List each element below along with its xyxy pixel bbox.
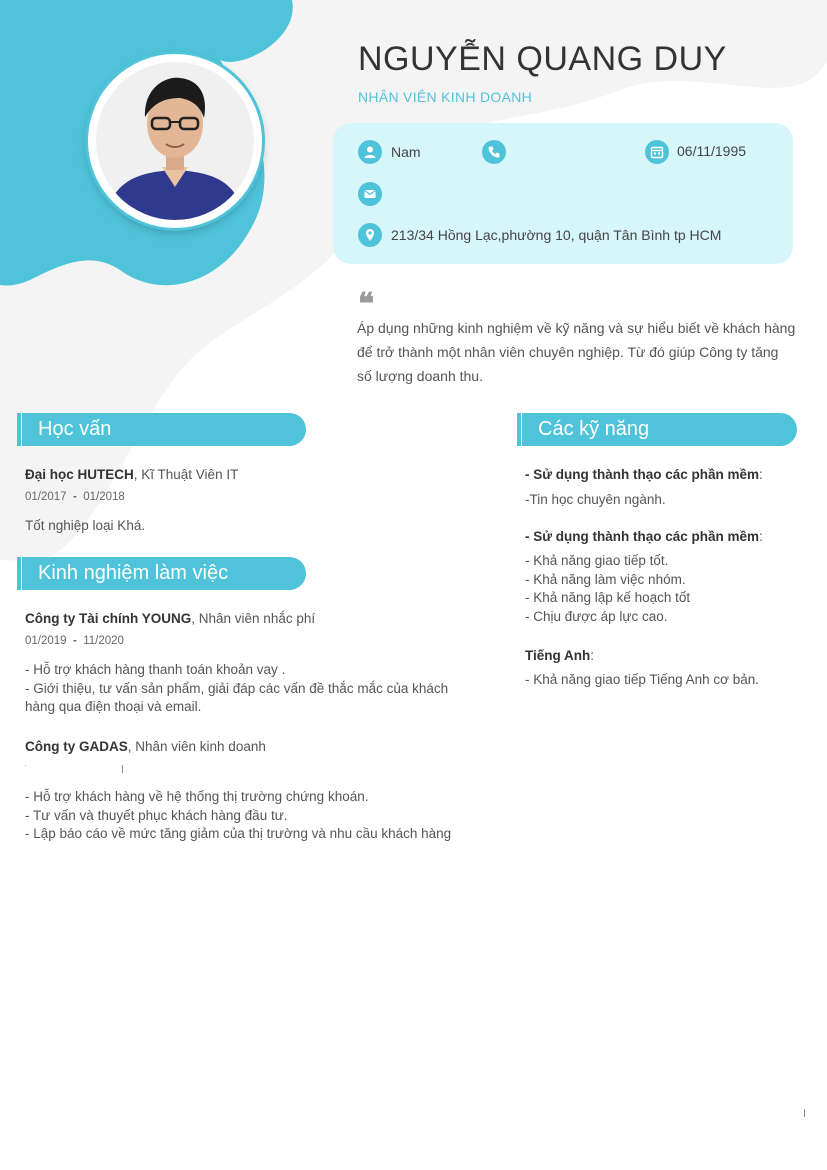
email-icon [358, 182, 382, 206]
skill-group-name: - Sử dụng thành thạo các phần mềm [525, 467, 760, 482]
skill-group-suffix: : [759, 467, 763, 482]
company-name: Công ty Tài chính YOUNG [25, 611, 192, 626]
skill-item: - Khả năng giao tiếp Tiếng Anh cơ bản. [525, 672, 760, 687]
job-entry-title [25, 739, 266, 754]
avatar-photo [96, 62, 254, 220]
skill-item: -Tin học chuyên ngành. [525, 492, 666, 507]
experience-heading: Kinh nghiệm làm việc [22, 557, 306, 590]
skill-item: - Khả năng làm việc nhóm. [525, 571, 686, 587]
skill-group-title [525, 529, 763, 544]
job-duty: - Hỗ trợ khách hàng về hệ thống thị trường chứng khoán. [25, 789, 369, 804]
skill-group-title [525, 648, 594, 663]
job-description [25, 788, 465, 844]
date-to: 11/2020 [83, 635, 124, 647]
skill-list [525, 552, 690, 626]
skill-group-title [525, 467, 763, 482]
skill-group-suffix: : [759, 529, 763, 544]
avatar [88, 54, 262, 228]
date-from: 01/2019 [25, 635, 67, 647]
skill-group-suffix: : [590, 648, 595, 663]
job-position: , Nhân viên kinh doanh [127, 739, 266, 754]
gender-value: Nam [391, 144, 421, 160]
candidate-name: NGUYỄN QUANG DUY [358, 40, 727, 78]
job-entry-title [25, 611, 315, 626]
skill-group-name: Tiếng Anh [525, 648, 591, 663]
birthday-value: 06/11/1995 [677, 143, 747, 159]
company-name: Công ty GADAS [25, 739, 128, 754]
job-position: , Nhân viên nhắc phí [191, 611, 316, 626]
skill-list [525, 671, 759, 690]
job-date-placeholder [25, 765, 123, 773]
date-separator: - [72, 635, 77, 647]
job-date [25, 635, 124, 647]
job-duty: - Hỗ trợ khách hàng thanh toán khoản vay . [25, 662, 286, 677]
job-title: NHÂN VIÊN KINH DOANH [358, 89, 533, 105]
job-duty: - Tư vấn và thuyết phục khách hàng đầu tư. [25, 807, 288, 823]
education-heading: Học vấn [22, 413, 306, 446]
date-from: 01/2017 [25, 491, 67, 503]
phone-icon [482, 140, 506, 164]
job-duty: - Lập báo cáo về mức tăng giảm của thị trường và nhu cầu khách hàng [25, 826, 452, 841]
skill-item: - Khả năng giao tiếp tốt. [525, 553, 669, 568]
education-entry-title [25, 467, 238, 482]
major: , Kĩ Thuật Viên IT [133, 467, 239, 482]
skills-heading: Các kỹ năng [522, 413, 797, 446]
page-mark [804, 1109, 805, 1117]
career-objective: Áp dụng những kinh nghiệm về kỹ năng và sự hiểu biết về khách hàng để trở thành một nhân viên chuyên nghiệp. Từ đó giúp Công ty tăng số lượng doanh thu. [357, 320, 796, 384]
quote-icon: ❝ [358, 287, 375, 322]
skill-item: - Chịu được áp lực cao. [525, 608, 668, 624]
calendar-icon [645, 140, 669, 164]
address-value: 213/34 Hồng Lạc,phường 10, quận Tân Bình tp HCM [391, 227, 722, 243]
user-icon [358, 140, 382, 164]
date-to: 01/2018 [83, 491, 125, 503]
skill-group-name: - Sử dụng thành thạo các phần mềm [525, 529, 760, 544]
school-name: Đại học HUTECH [25, 467, 134, 482]
skill-list [525, 491, 666, 510]
job-description [25, 661, 465, 717]
job-duty: - Giới thiệu, tư vấn sản phẩm, giải đáp các vấn đề thắc mắc của khách hàng qua điện thoại và email. [25, 680, 449, 714]
location-icon [358, 223, 382, 247]
education-note: Tốt nghiệp loại Khá. [25, 518, 146, 533]
skill-item: - Khả năng lập kế hoạch tốt [525, 590, 691, 605]
education-date [25, 491, 125, 503]
date-separator: - [72, 491, 77, 503]
